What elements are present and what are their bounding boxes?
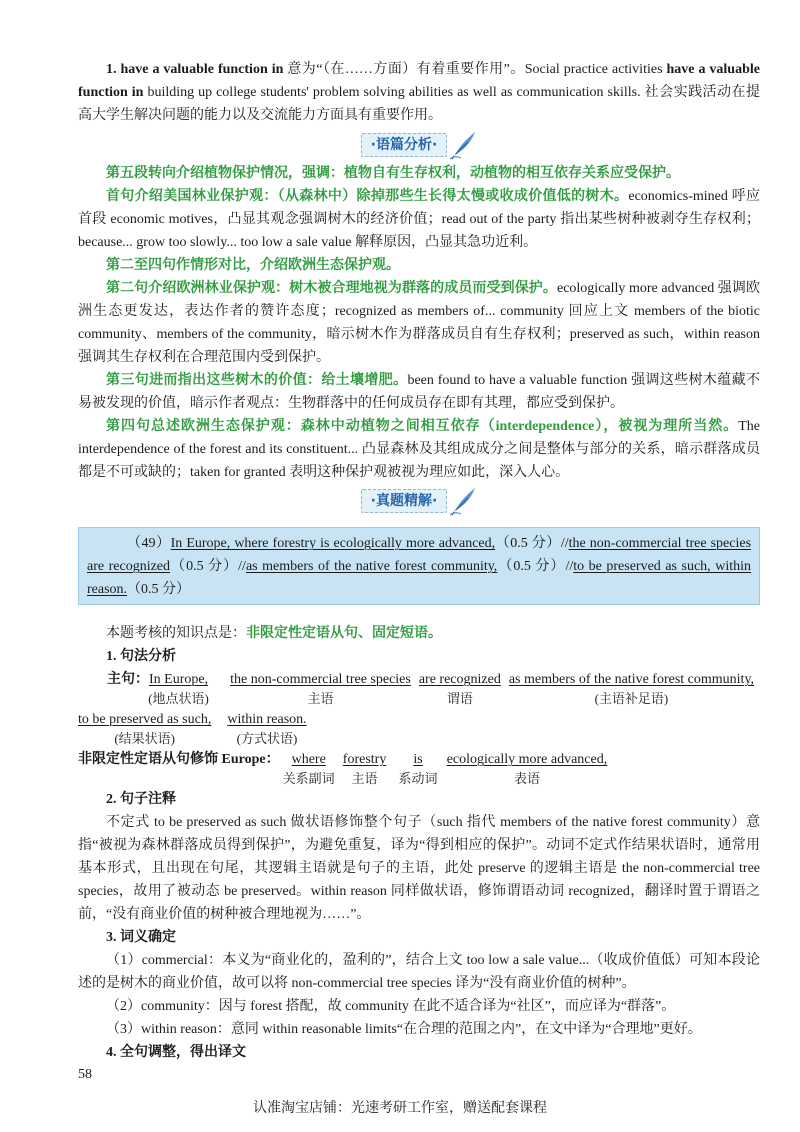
analysis-point-body: been found to have a valuable function 强调这些树木蕴藏不易被发现的价值，暗示作者观点：生物群落中的任何成员存在即有其理，都应受到保护。 (78, 373, 760, 411)
score-marker: （0.5 分） (127, 582, 191, 597)
analysis-point-lead: 首句介绍美国林业保护观：（从森林中）除掉那些生长得太慢或收成价值低的树木。 (106, 189, 629, 204)
answer-segment: to be preserved as such, within reason. (87, 559, 751, 597)
footer-note: 认准淘宝店铺：光速考研工作室，赠送配套课程 (253, 1100, 547, 1116)
pen-icon (449, 486, 477, 516)
knowledge-points (78, 622, 760, 645)
score-marker: （0.5 分） (497, 559, 566, 574)
segment-text: to be preserved as such, (78, 712, 212, 727)
syntax-segment (446, 750, 608, 786)
segment-text: In Europe, (149, 672, 209, 687)
analysis-point-lead: 第四句总述欧洲生态保护观：森林中动植物之间相互依存（interdependence），被视为理所当然。 (106, 419, 739, 434)
entry-meaning: 意为“（在……方面）有着重要作用”。 (287, 62, 525, 77)
segment-role: 关系副词 (282, 771, 335, 786)
segment-text: within reason. (227, 712, 307, 727)
main-clause-label: 主句： (107, 672, 149, 687)
segment-text: is (413, 752, 423, 767)
section-title-discourse: ·语篇分析· (361, 133, 448, 157)
final-heading: 4. 全句调整，得出译文 (106, 1045, 246, 1060)
analysis-point (78, 185, 760, 254)
analysis-point-lead: 第二句介绍欧洲林业保护观：树木被合理地视为群落的成员而受到保护。 (106, 281, 557, 296)
entry-number: 1. (106, 62, 117, 77)
analysis-point-body: economics-mined 呼应首段 economic motives，凸显其观念强调树木的经济价值；read out of the party 指出某些树种被剥夺生存权利；because... grow too slowly... too low a sale value 解释原因，凸显其急功近利。 (78, 189, 760, 250)
section-title-exam: ·真题精解· (361, 489, 448, 513)
segment-text: are recognized (418, 672, 501, 687)
section-header-exam (78, 484, 760, 517)
knowledge-prefix: 本题考核的知识点是： (106, 626, 246, 641)
segment-text: the non-commercial tree species (230, 672, 411, 687)
analysis-point-body: The interdependence of the forest and its constituent... 凸显森林及其组成成分之间是整体与部分的关系，暗示群落成员都是不可或缺的；taken for granted 表明这种保护观被视为理应如此，深入人心。 (78, 419, 760, 480)
answer-segment: In Europe, where forestry is ecologically more advanced, (170, 536, 496, 551)
syntax-heading: 1. 句法分析 (106, 649, 176, 664)
syntax-clause-row (78, 748, 760, 788)
clause-label: 非限定性定语从句修饰 Europe： (78, 752, 280, 767)
analysis-point-lead: 第三句进而指出这些树木的价值：给土壤增肥。 (106, 373, 408, 388)
syntax-segment (230, 670, 411, 706)
syntax-segment (78, 710, 212, 746)
meaning-item: （3）within reason：意同 within reasonable limits“在合理的范围之内”，在文中译为“合理地”更好。 (106, 1022, 702, 1037)
exam-answer-box (78, 527, 760, 605)
pen-icon (449, 130, 477, 160)
segment-role: (结果状语) (114, 731, 176, 746)
segment-separator: // (560, 536, 569, 551)
syntax-segment (148, 670, 209, 706)
segment-role: (方式状语) (236, 731, 298, 746)
segment-role: 谓语 (446, 691, 473, 706)
score-marker: （0.5 分） (495, 536, 561, 551)
syntax-main-row-continued (78, 708, 760, 748)
exam-answer (87, 532, 751, 601)
analysis-point-lead: 第二至四句作情形对比，介绍欧洲生态保护观。 (106, 258, 400, 273)
analysis-point (78, 415, 760, 484)
notes-text: 不定式 to be preserved as such 做状语修饰整个句子（such 指代 members of the native forest community）意指“被视为森林群落成员得到保护”，为避免重复，译为“得到相应的保护”。动词不定式作结果状语时，通常用基本形式，且出现在句尾，其逻辑主语就是句子的主语，此处 preserve 的逻辑主语是 the non-commercial tree species，故用了被动态 be preserved。within reason 同样做状语，修饰谓语动词 recognized，翻译时置于谓语之前，“没有商业价值的树种被合理地视为……”。 (78, 815, 760, 922)
knowledge-list: 非限定性定语从句、固定短语。 (246, 626, 442, 641)
example-before: Social practice activities (524, 62, 663, 77)
segment-role: 主语 (351, 771, 378, 786)
meanings-heading: 3. 词义确定 (106, 930, 176, 945)
syntax-segment (342, 750, 387, 786)
analysis-point (78, 277, 760, 369)
answer-segment: the non-commercial tree species are recognized (87, 536, 752, 574)
page-content (78, 58, 760, 1064)
segment-role: 系动词 (398, 771, 438, 786)
analysis-point-body: ecologically more advanced 强调欧洲生态更发达，表达作者的赞许态度；recognized as members of... community 回应上文 members of the biotic community、members of the community，暗示树木作为群落成员自有生存权利；preserved as such，within reason 强调其生存权利在合理范围内受到保护。 (78, 281, 760, 365)
score-marker: （0.5 分） (170, 559, 239, 574)
syntax-segment (282, 750, 335, 786)
segment-role: 表语 (513, 771, 540, 786)
segment-text: as members of the native forest community, (508, 672, 755, 687)
syntax-segment (227, 710, 307, 746)
segment-text: where (291, 752, 326, 767)
meaning-item: （1）commercial：本义为“商业化的，盈利的”，结合上文 too low a sale value...（收成价值低）可知本段论述的是树木的商业价值，故可以将 non-commercial tree species 译为“没有商业价值的树种”。 (78, 953, 760, 991)
analysis-point (78, 254, 760, 277)
example-phrase: have a valuable function in (78, 62, 760, 100)
paragraph-summary: 第五段转向介绍植物保护情况，强调：植物自有生存权利，动植物的相互依存关系应受保护。 (106, 166, 680, 181)
syntax-segment (418, 670, 501, 706)
section-header-discourse (78, 127, 760, 162)
analysis-point (78, 369, 760, 415)
segment-role: (主语补足语) (594, 691, 669, 706)
notes-heading: 2. 句子注释 (106, 792, 176, 807)
segment-separator: // (565, 559, 574, 574)
meaning-item: （2）community：因与 forest 搭配，故 community 在此不适合译为“社区”，而应译为“群落”。 (106, 999, 676, 1014)
syntax-segment (398, 750, 438, 786)
entry-phrase: have a valuable function in (120, 62, 284, 77)
segment-separator: // (238, 559, 246, 574)
phrase-entry (78, 58, 760, 127)
segment-text: ecologically more advanced, (446, 752, 608, 767)
segment-text: forestry (342, 752, 387, 767)
example-translation: 社会实践活动在提高大学生解决问题的能力以及交流能力方面具有重要作用。 (78, 85, 761, 123)
segment-role: 主语 (307, 691, 334, 706)
question-number: （49） (127, 536, 171, 551)
answer-segment: as members of the native forest community, (245, 559, 498, 574)
syntax-main-row (78, 668, 760, 708)
syntax-segment (508, 670, 755, 706)
page-number: 58 (78, 1067, 92, 1082)
segment-role: (地点状语) (148, 691, 209, 706)
example-after: building up college students' problem solving abilities as well as communication skills. (147, 85, 641, 100)
